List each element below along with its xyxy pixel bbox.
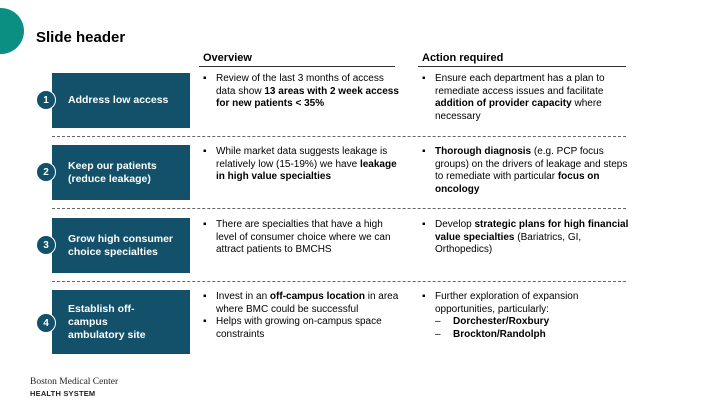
bullet-item bbox=[422, 219, 638, 257]
row-separator bbox=[52, 281, 626, 282]
row-3-overview bbox=[203, 219, 399, 257]
bullet-item bbox=[203, 316, 399, 341]
row-4-number: 4 bbox=[36, 313, 56, 333]
overview-column-header: Overview bbox=[203, 52, 252, 64]
action-column-header: Action required bbox=[422, 52, 504, 64]
bold-text: 13 areas with 2 week access for new patients < 35% bbox=[216, 85, 399, 109]
row-1-number: 1 bbox=[36, 90, 56, 110]
accent-circle bbox=[0, 8, 24, 54]
text: There are specialties that have a high level of consumer choice where we can attract patients to BMCHS bbox=[216, 219, 391, 255]
bullet-item bbox=[422, 73, 638, 123]
row-4-overview bbox=[203, 291, 399, 341]
sub-bullet-item: – Brockton/Randolph bbox=[422, 329, 638, 342]
logo-subtitle: HEALTH SYSTEM bbox=[30, 389, 96, 398]
bold-text: Thorough diagnosis bbox=[435, 146, 532, 157]
text: While market data suggests leakage is relatively low (15-19%) we have bbox=[216, 146, 388, 170]
row-2-number: 2 bbox=[36, 162, 56, 182]
bullet-item bbox=[422, 146, 638, 196]
bullet-item bbox=[203, 73, 399, 111]
text: Review of the last 3 months of access data show bbox=[216, 73, 384, 97]
text: Further exploration of expansion opportunities, particularly: bbox=[435, 291, 579, 315]
text: Helps with growing on-campus space constraints bbox=[216, 316, 382, 340]
row-separator bbox=[52, 136, 626, 137]
bold-text: focus on oncology bbox=[435, 171, 600, 195]
text: where necessary bbox=[435, 98, 602, 122]
bold-text: addition of provider capacity bbox=[435, 98, 572, 109]
bold-text: off-campus location bbox=[269, 291, 365, 302]
row-3-action bbox=[422, 219, 638, 257]
row-3-label: Grow high consumer choice specialties bbox=[68, 233, 174, 258]
text: Invest in an bbox=[216, 291, 270, 302]
row-3-number: 3 bbox=[36, 235, 56, 255]
row-2-overview bbox=[203, 146, 399, 184]
bullet-item bbox=[203, 291, 399, 316]
bullet-item bbox=[203, 219, 399, 257]
text: Develop bbox=[435, 219, 475, 230]
text: in area where BMC could be successful bbox=[216, 291, 399, 315]
slide-title: Slide header bbox=[36, 29, 126, 46]
bold-text: leakage in high value specialties bbox=[216, 158, 397, 182]
text: (e.g. PCP focus groups) on the drivers of leakage and steps to remediate with particular bbox=[435, 146, 628, 182]
sub-bullet-item: – Dorchester/Roxbury bbox=[422, 316, 638, 329]
text: (Bariatrics, GI, Orthopedics) bbox=[435, 231, 582, 255]
bullet-item bbox=[422, 291, 638, 316]
row-2-action bbox=[422, 146, 638, 196]
row-separator bbox=[52, 208, 626, 209]
row-4-label: Establish off-campus ambulatory site bbox=[68, 303, 146, 341]
overview-header-rule bbox=[199, 66, 395, 67]
bold-text: strategic plans for high financial value specialties bbox=[435, 219, 629, 243]
logo-name: Boston Medical Center bbox=[30, 377, 119, 387]
row-2-label: Keep our patients (reduce leakage) bbox=[68, 160, 157, 185]
row-4-action bbox=[422, 291, 638, 341]
row-1-label: Address low access bbox=[68, 94, 169, 106]
text: Ensure each department has a plan to remediate access issues and facilitate bbox=[435, 73, 605, 97]
row-1-action bbox=[422, 73, 638, 123]
action-header-rule bbox=[418, 66, 626, 67]
row-1-overview bbox=[203, 73, 399, 111]
bullet-item bbox=[203, 146, 399, 184]
